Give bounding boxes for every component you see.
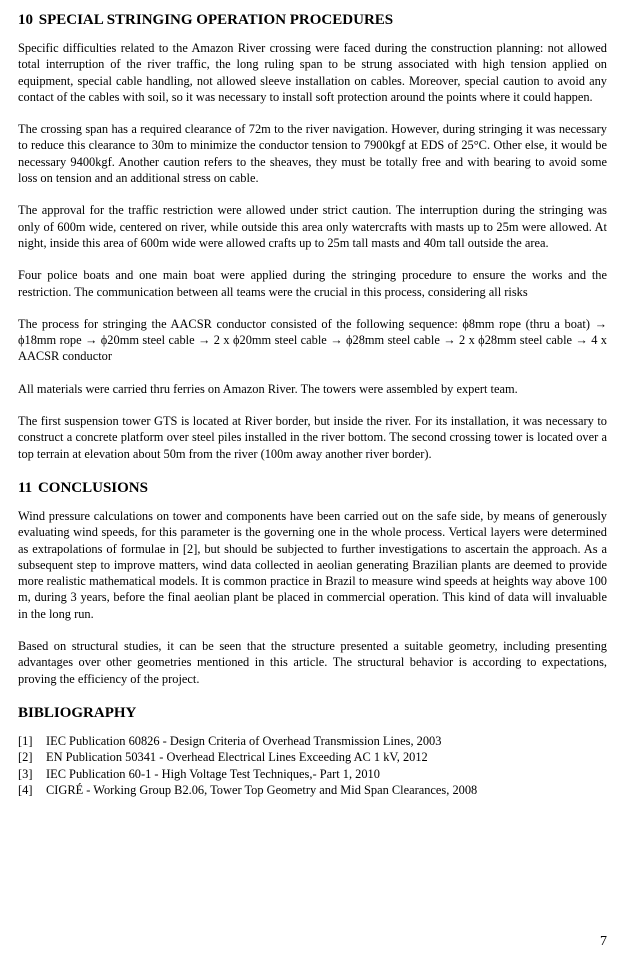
section-10-paragraph: The approval for the traffic restriction were allowed under strict caution. The interruption during the stringing was only of 600m wide, centered on river, while outside this area only watercrafts with masts up to 25m were allowed. At night, inside this area of 600m wide were allowed crafts up to 25m tall masts and 40m tall outside the area. xyxy=(18,203,607,250)
section-10-paragraph: The process for stringing the AACSR conductor consisted of the following sequence: ϕ8mm rope (thru a boat) → ϕ18mm rope → ϕ20mm steel cable → 2 x ϕ20mm steel cable → ϕ28mm steel cable → 2 x ϕ28mm steel cable → 4 x AACSR conductor xyxy=(18,316,607,364)
bibliography-item xyxy=(18,782,607,798)
section-10-paragraph: All materials were carried thru ferries on Amazon River. The towers were assembled by expert team. xyxy=(18,381,518,396)
section-10-paragraph: Four police boats and one main boat were applied during the stringing procedure to ensure the works and the restriction. The communication between all teams were the crucial in this process, considering all risks xyxy=(18,268,607,299)
bibliography-item xyxy=(18,733,607,749)
reference-number: [1] xyxy=(18,733,33,748)
reference-number: [2] xyxy=(18,750,33,765)
section-10-paragraph: The crossing span has a required clearance of 72m to the river navigation. However, during stringing it was necessary to reduce this clearance to 30m to minimize the conductor tension to 7900kgf at EDS of 25°C. Other else, it would be necessary 9400kgf. Another caution refers to the sheaves, they must be totally free and with bearing to avoid some loss on tension and an additional stress on cable. xyxy=(18,122,607,186)
section-11-title: CONCLUSIONS xyxy=(37,479,148,496)
reference-text: IEC Publication 60826 - Design Criteria of Overhead Transmission Lines, 2003 xyxy=(46,733,442,748)
section-10-number: 10 xyxy=(18,12,33,28)
bibliography-item xyxy=(18,749,607,765)
page-number: 7 xyxy=(600,934,607,949)
section-10-title: SPECIAL STRINGING OPERATION PROCEDURES xyxy=(38,12,394,28)
reference-text: IEC Publication 60-1 - High Voltage Test Techniques,- Part 1, 2010 xyxy=(46,766,380,781)
section-11-paragraph: Based on structural studies, it can be seen that the structure presented a suitable geometry, including presenting advantages over other geometries mentioned in this article. The structural behavior is according to expectations, proving the efficiency of the project. xyxy=(18,639,607,686)
bibliography-list xyxy=(18,733,607,798)
section-11-paragraph: Wind pressure calculations on tower and components have been carried out on the safe side, by means of generously evaluating wind speeds, for this parameter is the governing one in the whole process. Vertical layers were determined as extrapolations of formulae in [2], but should be subjected to further investigations to ascertain the approach. As a subsequent step to improve matters, wind data collected in aeolian generating Brazilian plants are deemed to provide more realistic mathematical models. It is common practice in Brazil to measure wind speeds at heights way above 100 m, during 3 years, before the final aeolian plant be placed in commercial operation. This kind of data will invaluable in the long run. xyxy=(18,508,607,621)
bibliography-item xyxy=(18,766,607,782)
section-11-number: 11 xyxy=(18,479,33,496)
section-10-paragraph: Specific difficulties related to the Amazon River crossing were faced during the construction planning: not allowed total interruption of the river traffic, the long ruling span to be strung associated with high tension applied on equipment, special cable handling, not allowed sleeve installation on cables. Moreover, special caution to avoid any contact of the cables with soil, so it was necessary to install soft protection around the points where it could happen. xyxy=(18,41,607,104)
section-10-heading xyxy=(18,10,607,30)
reference-number: [3] xyxy=(18,766,33,781)
section-11-heading xyxy=(18,478,607,498)
reference-number: [4] xyxy=(18,782,33,797)
reference-text: EN Publication 50341 - Overhead Electrical Lines Exceeding AC 1 kV, 2012 xyxy=(46,750,428,765)
reference-text: CIGRÉ - Working Group B2.06, Tower Top Geometry and Mid Span Clearances, 2008 xyxy=(46,782,478,797)
bibliography-heading: BIBLIOGRAPHY xyxy=(18,704,137,721)
section-10-paragraph: The first suspension tower GTS is located at River border, but inside the river. For its installation, it was necessary to construct a concrete platform over steel piles installed in the river bottom. The second crossing tower is located over a top terrain at elevation about 50m from the river (100m away another river border). xyxy=(18,414,607,461)
document-page xyxy=(18,10,607,798)
